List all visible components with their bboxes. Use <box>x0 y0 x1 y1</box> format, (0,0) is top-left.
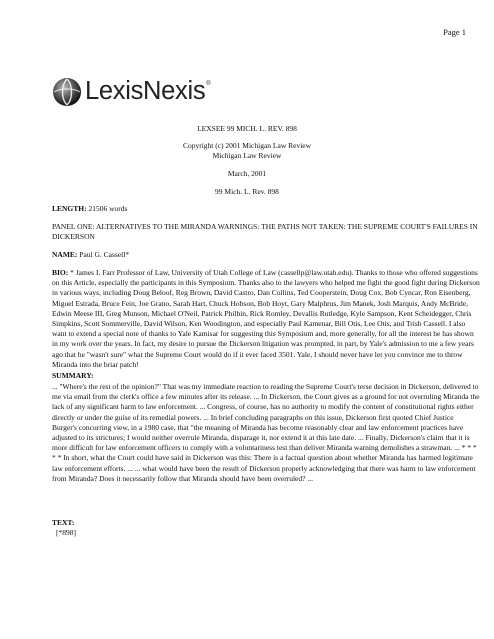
logo-wordmark: LexisNexis® <box>85 77 211 106</box>
name-field <box>52 250 480 260</box>
volume-line: 99 Mich. L. Rev. 898 <box>215 187 279 196</box>
summary-heading: SUMMARY: <box>52 371 94 380</box>
page-number: Page 1 <box>443 27 466 37</box>
article-title: PANEL ONE: ALTERNATIVES TO THE MIRANDA WARNINGS: THE PATHS NOT TAKEN: THE SUPREME COURT'S FAILURES IN DICKERSON <box>52 222 478 242</box>
length-label: LENGTH: <box>52 204 87 213</box>
summary-text: ... "Where's the rest of the opinion?" That was my immediate reaction to reading the Supreme Court's terse decision in Dickerson, delivered to me via email from the clerk's office a few minutes after its release. ... In Dickerson, the Court gives as a ground for not overruling Miranda the lack of any significant harm to law enforcement. ... Congress, of course, has no authority to modify the content of constitutional rights either directly or under the guise of its remedial powers. ... In brief concluding paragraphs on this issue, Dickerson first quoted Chief Justice Burger's concurring view, in a 1980 case, that "the meaning of Miranda has become reasonably clear and law enforcement practices have adjusted to its strictures; I would neither overrule Miranda, disparage it, nor extend it at this late date. ... Finally, Dickerson's claim that it is more difficult for law enforcement officers to comply with a voluntariness test than deliver Miranda warning demolishes a strawman. ... * * * * * In short, what the Court could have said in Dickerson was this: There is a factual question about whether Miranda has harmed legitimate law enforcement efforts. ... ... what would have been the result of Dickerson properly acknowledging that there was harm to law enforcement from Miranda? Does it necessarily follow that Miranda should have been overruled? ... <box>52 382 480 483</box>
length-value: 21506 words <box>88 204 128 213</box>
copyright-line: Copyright (c) 2001 Michigan Law Review <box>182 141 312 150</box>
length-field <box>52 204 480 214</box>
bio-field <box>52 268 480 370</box>
lexisnexis-globe-icon <box>52 77 82 107</box>
text-first-line: [*898] <box>56 528 76 537</box>
bio-text: * James I. Farr Professor of Law, University of Utah College of Law (cassellp@law.utah.edu). Thanks to those who offered suggestions on this Article, especially the participants in this Symposium. Thanks also to the lawyers who helped me fight the good fight during Dickerson in various ways, including Doug Beloof, Reg Brown, David Castro, Dan Collins, Ted Cooperstein, Doug Cox, Bob Cyncar, Ron Eisenberg, Miguel Estrada, Bruce Fein, Joe Grano, Sarah Hart, Chuck Hobson, Bob Hoyt, Gary Malphrus, Jim Manek, Josh Marquis, Andy McBride, Edwin Meese III, Greg Munson, Michael O'Neil, Patrick Philbin, Rick Romley, Devallis Rutledge, Kyle Sampson, Kent Scheidegger, Chris Simpkins, Scott Sommerville, David Wilson, Ken Woodington, and especially Paul Kamenar, Bill Otis, Lee Otis, and Trish Cassell. I also want to extend a special note of thanks to Yale Kamisar for suggesting this Symposium and, more generally, for all the interest he has shown in my work over the years. In fact, my desire to pursue the Dickerson litigation was prompted, in part, by Yale's admission to me a few years ago that he "wasn't sure" what the Supreme Court would do if it ever faced 3501. Yale, I should never have let you convince me to throw Miranda into the briar patch! <box>52 268 480 369</box>
lexisnexis-logo <box>52 75 210 109</box>
publication-line: Michigan Law Review <box>212 151 282 160</box>
author-name: Paul G. Cassell* <box>79 250 130 259</box>
citation-line: LEXSEE 99 MICH. L. REV. 898 <box>197 124 297 133</box>
name-label: NAME: <box>52 250 78 259</box>
date-line: March, 2001 <box>227 169 267 178</box>
bio-label: BIO: <box>52 268 69 277</box>
text-heading: TEXT: <box>52 518 75 527</box>
